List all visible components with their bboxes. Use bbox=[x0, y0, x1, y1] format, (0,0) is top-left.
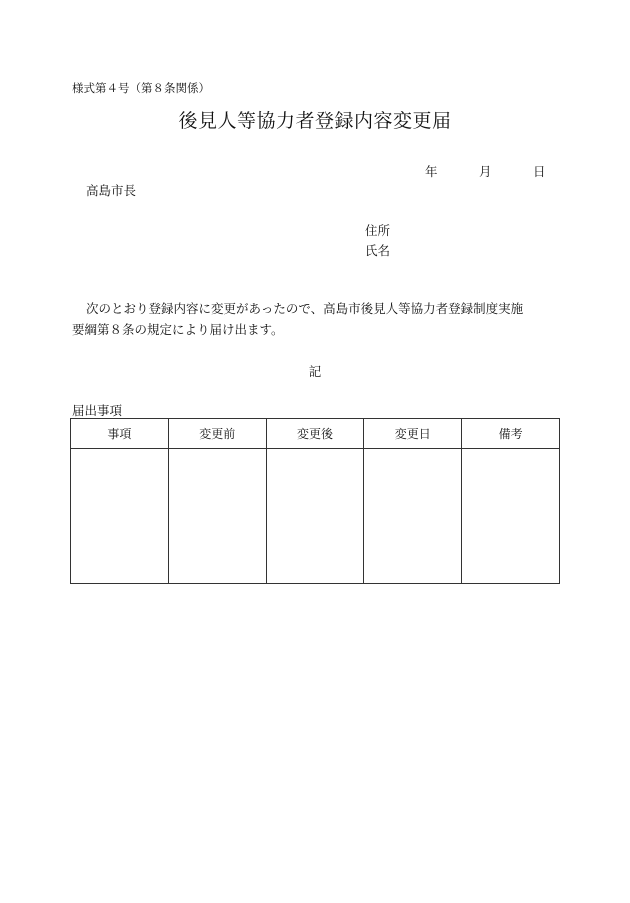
header-item: 事項 bbox=[71, 419, 169, 449]
header-change-date: 変更日 bbox=[364, 419, 462, 449]
cell-change-date[interactable] bbox=[364, 449, 462, 584]
section-label: 届出事項 bbox=[72, 403, 123, 418]
body-text-line-1: 次のとおり登録内容に変更があったので、高島市後見人等協力者登録制度実施 bbox=[86, 301, 524, 316]
date-month-label: 月 bbox=[479, 164, 492, 179]
cell-after-change[interactable] bbox=[266, 449, 364, 584]
addressee: 高島市長 bbox=[86, 183, 137, 198]
cell-before-change[interactable] bbox=[168, 449, 266, 584]
body-text-line-2: 要綱第８条の規定により届け出ます。 bbox=[72, 322, 284, 337]
ki-heading: 記 bbox=[308, 364, 322, 379]
cell-remarks[interactable] bbox=[462, 449, 560, 584]
notification-items-table bbox=[70, 418, 560, 584]
cell-item[interactable] bbox=[71, 449, 169, 584]
header-before-change: 変更前 bbox=[168, 419, 266, 449]
date-year-label: 年 bbox=[425, 164, 438, 179]
table-header-row bbox=[71, 419, 560, 449]
table-row bbox=[71, 449, 560, 584]
form-number: 様式第４号（第８条関係） bbox=[72, 81, 210, 95]
header-after-change: 変更後 bbox=[266, 419, 364, 449]
header-remarks: 備考 bbox=[462, 419, 560, 449]
date-day-label: 日 bbox=[533, 164, 546, 179]
page-title: 後見人等協力者登録内容変更届 bbox=[178, 110, 452, 132]
address-label: 住所 bbox=[365, 223, 391, 238]
name-label: 氏名 bbox=[365, 243, 391, 258]
